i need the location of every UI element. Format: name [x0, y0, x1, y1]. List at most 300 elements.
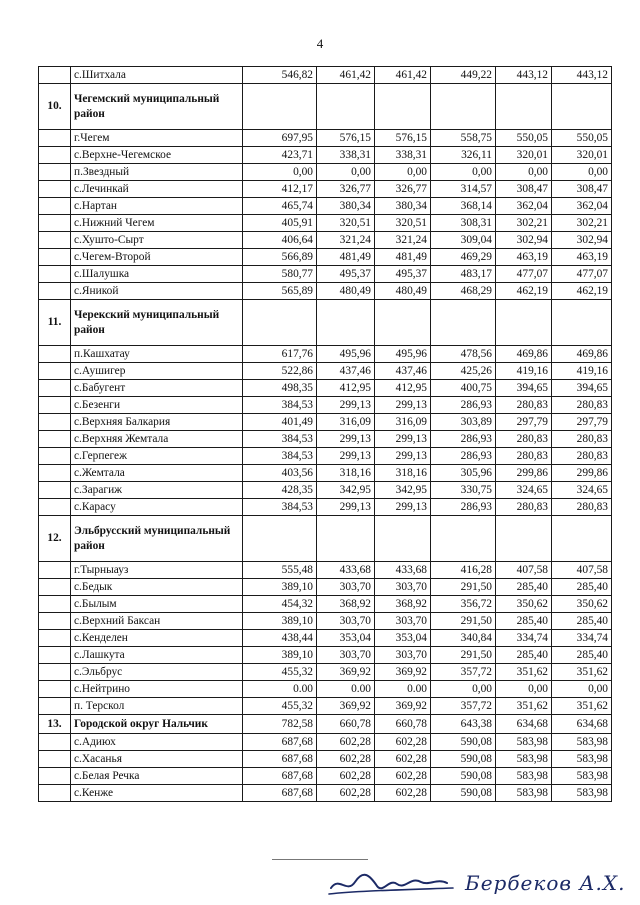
value-cell: 326,11	[431, 147, 496, 164]
table-row	[39, 215, 612, 232]
value-cell: 280,83	[496, 397, 552, 414]
value-cell: 438,44	[243, 630, 317, 647]
value-cell: 483,17	[431, 266, 496, 283]
value-cell: 299,13	[317, 499, 375, 516]
value-cell	[375, 300, 431, 346]
row-number: 10.	[39, 84, 71, 130]
value-cell: 303,70	[375, 579, 431, 596]
settlement-name: с.Лашкута	[71, 647, 243, 664]
value-cell: 495,37	[375, 266, 431, 283]
row-number	[39, 596, 71, 613]
table-row	[39, 465, 612, 482]
value-cell: 356,72	[431, 596, 496, 613]
value-cell: 590,08	[431, 734, 496, 751]
value-cell: 463,19	[552, 249, 612, 266]
table-row	[39, 562, 612, 579]
value-cell: 0,00	[317, 164, 375, 181]
settlement-name: с.Лечинкай	[71, 181, 243, 198]
value-cell: 550,05	[496, 130, 552, 147]
value-cell: 302,21	[552, 215, 612, 232]
value-cell: 316,09	[375, 414, 431, 431]
value-cell: 318,16	[375, 465, 431, 482]
value-cell: 583,98	[496, 785, 552, 802]
value-cell: 461,42	[317, 67, 375, 84]
value-cell: 286,93	[431, 397, 496, 414]
table-row	[39, 664, 612, 681]
value-cell	[552, 84, 612, 130]
footer-divider	[272, 859, 368, 860]
value-cell: 660,78	[375, 715, 431, 734]
value-cell: 351,62	[552, 664, 612, 681]
value-cell: 351,62	[552, 698, 612, 715]
value-cell: 324,65	[496, 482, 552, 499]
table-row	[39, 346, 612, 363]
value-cell: 340,84	[431, 630, 496, 647]
value-cell: 495,37	[317, 266, 375, 283]
value-cell: 353,04	[375, 630, 431, 647]
value-cell: 280,83	[496, 499, 552, 516]
settlement-name: с.Жемтала	[71, 465, 243, 482]
value-cell: 419,16	[552, 363, 612, 380]
value-cell: 462,19	[496, 283, 552, 300]
value-cell: 583,98	[496, 751, 552, 768]
value-cell: 602,28	[317, 734, 375, 751]
value-cell: 299,13	[375, 448, 431, 465]
table-row	[39, 613, 612, 630]
value-cell: 433,68	[375, 562, 431, 579]
value-cell: 0,00	[243, 164, 317, 181]
settlement-name: с.Верхняя Балкария	[71, 414, 243, 431]
settlement-name: с.Адиюх	[71, 734, 243, 751]
value-cell: 351,62	[496, 664, 552, 681]
value-cell: 455,32	[243, 698, 317, 715]
value-cell: 285,40	[496, 613, 552, 630]
row-number	[39, 465, 71, 482]
value-cell: 303,70	[317, 613, 375, 630]
value-cell	[431, 84, 496, 130]
value-cell: 0,00	[496, 164, 552, 181]
row-number	[39, 613, 71, 630]
row-number	[39, 431, 71, 448]
value-cell: 583,98	[552, 734, 612, 751]
value-cell: 461,42	[375, 67, 431, 84]
row-number	[39, 785, 71, 802]
row-number	[39, 363, 71, 380]
value-cell: 400,75	[431, 380, 496, 397]
value-cell: 369,92	[317, 664, 375, 681]
settlement-name: с.Хасанья	[71, 751, 243, 768]
value-cell: 326,77	[317, 181, 375, 198]
value-cell: 449,22	[431, 67, 496, 84]
value-cell: 0,00	[552, 681, 612, 698]
value-cell: 299,13	[375, 397, 431, 414]
value-cell: 314,57	[431, 181, 496, 198]
value-cell	[496, 300, 552, 346]
row-number: 11.	[39, 300, 71, 346]
settlement-name: с.Зарагиж	[71, 482, 243, 499]
row-number	[39, 147, 71, 164]
district-row	[39, 715, 612, 734]
settlement-name: с.Безенги	[71, 397, 243, 414]
table-row	[39, 380, 612, 397]
table-row	[39, 283, 612, 300]
row-number	[39, 664, 71, 681]
value-cell: 316,09	[317, 414, 375, 431]
row-number	[39, 198, 71, 215]
value-cell: 299,13	[375, 499, 431, 516]
value-cell: 602,28	[375, 734, 431, 751]
row-number	[39, 448, 71, 465]
value-cell: 303,70	[375, 647, 431, 664]
value-cell: 368,14	[431, 198, 496, 215]
signature-name: Бербеков А.Х.	[465, 871, 626, 895]
value-cell: 546,82	[243, 67, 317, 84]
value-cell: 405,91	[243, 215, 317, 232]
value-cell: 302,21	[496, 215, 552, 232]
value-cell	[243, 84, 317, 130]
value-cell: 389,10	[243, 647, 317, 664]
value-cell: 297,79	[496, 414, 552, 431]
value-cell: 576,15	[317, 130, 375, 147]
value-cell: 342,95	[317, 482, 375, 499]
value-cell	[431, 300, 496, 346]
value-cell: 357,72	[431, 664, 496, 681]
value-cell: 555,48	[243, 562, 317, 579]
value-cell: 469,86	[496, 346, 552, 363]
district-row	[39, 300, 612, 346]
table-row	[39, 596, 612, 613]
value-cell: 602,28	[317, 751, 375, 768]
value-cell: 462,19	[552, 283, 612, 300]
value-cell: 0.00	[243, 681, 317, 698]
value-cell: 384,53	[243, 397, 317, 414]
row-number	[39, 164, 71, 181]
value-cell: 280,83	[552, 397, 612, 414]
table-row	[39, 181, 612, 198]
row-number	[39, 698, 71, 715]
row-number	[39, 380, 71, 397]
value-cell: 280,83	[552, 448, 612, 465]
value-cell: 468,29	[431, 283, 496, 300]
table-row	[39, 164, 612, 181]
value-cell: 285,40	[552, 647, 612, 664]
value-cell: 320,01	[496, 147, 552, 164]
table-row	[39, 647, 612, 664]
value-cell: 481,49	[375, 249, 431, 266]
row-number	[39, 232, 71, 249]
value-cell: 406,64	[243, 232, 317, 249]
value-cell: 286,93	[431, 431, 496, 448]
settlement-name: с.Кенделен	[71, 630, 243, 647]
value-cell: 285,40	[496, 579, 552, 596]
table-row	[39, 681, 612, 698]
value-cell: 297,79	[552, 414, 612, 431]
value-cell: 634,68	[552, 715, 612, 734]
value-cell: 308,47	[552, 181, 612, 198]
value-cell: 368,92	[317, 596, 375, 613]
tariff-table	[38, 66, 612, 802]
value-cell	[496, 84, 552, 130]
table-row	[39, 67, 612, 84]
table-row	[39, 198, 612, 215]
value-cell: 286,93	[431, 499, 496, 516]
table-row	[39, 768, 612, 785]
value-cell: 412,95	[375, 380, 431, 397]
value-cell: 320,01	[552, 147, 612, 164]
table-row	[39, 630, 612, 647]
table-row	[39, 431, 612, 448]
settlement-name: п.Звездный	[71, 164, 243, 181]
settlement-name: с.Нижний Чегем	[71, 215, 243, 232]
row-number	[39, 130, 71, 147]
value-cell: 0,00	[496, 681, 552, 698]
value-cell: 443,12	[496, 67, 552, 84]
row-number	[39, 751, 71, 768]
settlement-name: с.Бабугент	[71, 380, 243, 397]
row-number	[39, 283, 71, 300]
value-cell: 299,86	[552, 465, 612, 482]
value-cell: 565,89	[243, 283, 317, 300]
value-cell: 566,89	[243, 249, 317, 266]
settlement-name: с.Былым	[71, 596, 243, 613]
value-cell: 384,53	[243, 431, 317, 448]
value-cell: 338,31	[375, 147, 431, 164]
value-cell: 302,94	[552, 232, 612, 249]
district-name: Городской округ Нальчик	[71, 715, 243, 734]
value-cell: 634,68	[496, 715, 552, 734]
table-row	[39, 698, 612, 715]
value-cell: 782,58	[243, 715, 317, 734]
value-cell: 687,68	[243, 785, 317, 802]
settlement-name: п. Терскол	[71, 698, 243, 715]
value-cell: 285,40	[552, 613, 612, 630]
value-cell: 369,92	[375, 698, 431, 715]
value-cell: 576,15	[375, 130, 431, 147]
value-cell: 480,49	[317, 283, 375, 300]
value-cell: 326,77	[375, 181, 431, 198]
value-cell: 320,51	[375, 215, 431, 232]
value-cell: 291,50	[431, 579, 496, 596]
value-cell: 384,53	[243, 499, 317, 516]
value-cell: 495,96	[317, 346, 375, 363]
value-cell: 368,92	[375, 596, 431, 613]
value-cell: 280,83	[552, 499, 612, 516]
settlement-name: г.Чегем	[71, 130, 243, 147]
value-cell: 463,19	[496, 249, 552, 266]
table-row	[39, 579, 612, 596]
value-cell: 362,04	[496, 198, 552, 215]
value-cell: 302,94	[496, 232, 552, 249]
value-cell: 380,34	[317, 198, 375, 215]
value-cell: 299,13	[317, 397, 375, 414]
value-cell: 602,28	[375, 751, 431, 768]
value-cell: 305,96	[431, 465, 496, 482]
table-row	[39, 448, 612, 465]
row-number: 12.	[39, 516, 71, 562]
value-cell: 423,71	[243, 147, 317, 164]
value-cell: 480,49	[375, 283, 431, 300]
value-cell: 303,70	[375, 613, 431, 630]
value-cell: 0,00	[552, 164, 612, 181]
value-cell: 308,47	[496, 181, 552, 198]
value-cell: 308,31	[431, 215, 496, 232]
value-cell: 321,24	[375, 232, 431, 249]
value-cell	[552, 516, 612, 562]
value-cell: 0,00	[431, 164, 496, 181]
table-row	[39, 482, 612, 499]
value-cell: 280,83	[496, 448, 552, 465]
row-number	[39, 181, 71, 198]
value-cell: 495,96	[375, 346, 431, 363]
settlement-name: с.Чегем-Второй	[71, 249, 243, 266]
value-cell: 0,00	[375, 164, 431, 181]
value-cell: 303,70	[317, 647, 375, 664]
row-number	[39, 67, 71, 84]
settlement-name: с.Верхне-Чегемское	[71, 147, 243, 164]
value-cell: 437,46	[375, 363, 431, 380]
value-cell: 353,04	[317, 630, 375, 647]
row-number	[39, 414, 71, 431]
value-cell: 0.00	[375, 681, 431, 698]
value-cell: 550,05	[552, 130, 612, 147]
value-cell: 407,58	[552, 562, 612, 579]
value-cell: 350,62	[552, 596, 612, 613]
value-cell	[552, 300, 612, 346]
value-cell: 454,32	[243, 596, 317, 613]
value-cell: 602,28	[375, 768, 431, 785]
row-number: 13.	[39, 715, 71, 734]
settlement-name: с.Нейтрино	[71, 681, 243, 698]
table-row	[39, 414, 612, 431]
settlement-name: с.Кенже	[71, 785, 243, 802]
value-cell: 412,17	[243, 181, 317, 198]
value-cell: 384,53	[243, 448, 317, 465]
value-cell: 583,98	[552, 768, 612, 785]
value-cell: 687,68	[243, 751, 317, 768]
settlement-name: с.Эльбрус	[71, 664, 243, 681]
row-number	[39, 768, 71, 785]
value-cell	[243, 300, 317, 346]
district-name: Эльбрусский муниципальный район	[71, 516, 243, 562]
value-cell: 318,16	[317, 465, 375, 482]
value-cell: 309,04	[431, 232, 496, 249]
value-cell: 443,12	[552, 67, 612, 84]
district-name: Чегемский муниципальный район	[71, 84, 243, 130]
value-cell: 403,56	[243, 465, 317, 482]
value-cell	[375, 84, 431, 130]
value-cell: 558,75	[431, 130, 496, 147]
value-cell: 465,74	[243, 198, 317, 215]
settlement-name: с.Герпегеж	[71, 448, 243, 465]
table-row	[39, 785, 612, 802]
value-cell: 590,08	[431, 785, 496, 802]
table-row	[39, 397, 612, 414]
row-number	[39, 681, 71, 698]
value-cell: 687,68	[243, 768, 317, 785]
district-name: Черекский муниципальный район	[71, 300, 243, 346]
row-number	[39, 249, 71, 266]
table-body	[39, 67, 612, 802]
value-cell: 477,07	[496, 266, 552, 283]
value-cell: 324,65	[552, 482, 612, 499]
row-number	[39, 346, 71, 363]
value-cell: 299,86	[496, 465, 552, 482]
value-cell: 416,28	[431, 562, 496, 579]
value-cell: 380,34	[375, 198, 431, 215]
row-number	[39, 579, 71, 596]
value-cell: 285,40	[496, 647, 552, 664]
row-number	[39, 734, 71, 751]
row-number	[39, 647, 71, 664]
value-cell: 602,28	[317, 785, 375, 802]
table-row	[39, 751, 612, 768]
value-cell: 401,49	[243, 414, 317, 431]
value-cell	[431, 516, 496, 562]
value-cell: 303,89	[431, 414, 496, 431]
row-number	[39, 499, 71, 516]
settlement-name: с.Бедык	[71, 579, 243, 596]
value-cell: 412,95	[317, 380, 375, 397]
value-cell: 369,92	[375, 664, 431, 681]
value-cell: 433,68	[317, 562, 375, 579]
value-cell: 583,98	[496, 768, 552, 785]
value-cell: 407,58	[496, 562, 552, 579]
value-cell: 590,08	[431, 768, 496, 785]
value-cell: 583,98	[552, 751, 612, 768]
value-cell: 481,49	[317, 249, 375, 266]
value-cell: 320,51	[317, 215, 375, 232]
value-cell: 478,56	[431, 346, 496, 363]
value-cell: 299,13	[317, 431, 375, 448]
value-cell: 394,65	[496, 380, 552, 397]
value-cell: 428,35	[243, 482, 317, 499]
settlement-name: с.Белая Речка	[71, 768, 243, 785]
settlement-name: с.Яникой	[71, 283, 243, 300]
value-cell: 498,35	[243, 380, 317, 397]
value-cell: 602,28	[375, 785, 431, 802]
value-cell: 280,83	[496, 431, 552, 448]
settlement-name: с.Шитхала	[71, 67, 243, 84]
value-cell: 369,92	[317, 698, 375, 715]
settlement-name: с.Карасу	[71, 499, 243, 516]
table-row	[39, 363, 612, 380]
value-cell: 583,98	[552, 785, 612, 802]
value-cell: 455,32	[243, 664, 317, 681]
value-cell: 469,86	[552, 346, 612, 363]
settlement-name: с.Шалушка	[71, 266, 243, 283]
table-row	[39, 499, 612, 516]
district-row	[39, 84, 612, 130]
value-cell: 334,74	[552, 630, 612, 647]
row-number	[39, 562, 71, 579]
value-cell: 617,76	[243, 346, 317, 363]
district-row	[39, 516, 612, 562]
settlement-name: г.Тырныауз	[71, 562, 243, 579]
row-number	[39, 482, 71, 499]
value-cell	[496, 516, 552, 562]
value-cell: 425,26	[431, 363, 496, 380]
value-cell: 0,00	[431, 681, 496, 698]
row-number	[39, 397, 71, 414]
value-cell: 602,28	[317, 768, 375, 785]
value-cell	[317, 300, 375, 346]
value-cell: 303,70	[317, 579, 375, 596]
value-cell: 285,40	[552, 579, 612, 596]
value-cell: 0.00	[317, 681, 375, 698]
table-row	[39, 734, 612, 751]
value-cell	[375, 516, 431, 562]
value-cell: 697,95	[243, 130, 317, 147]
